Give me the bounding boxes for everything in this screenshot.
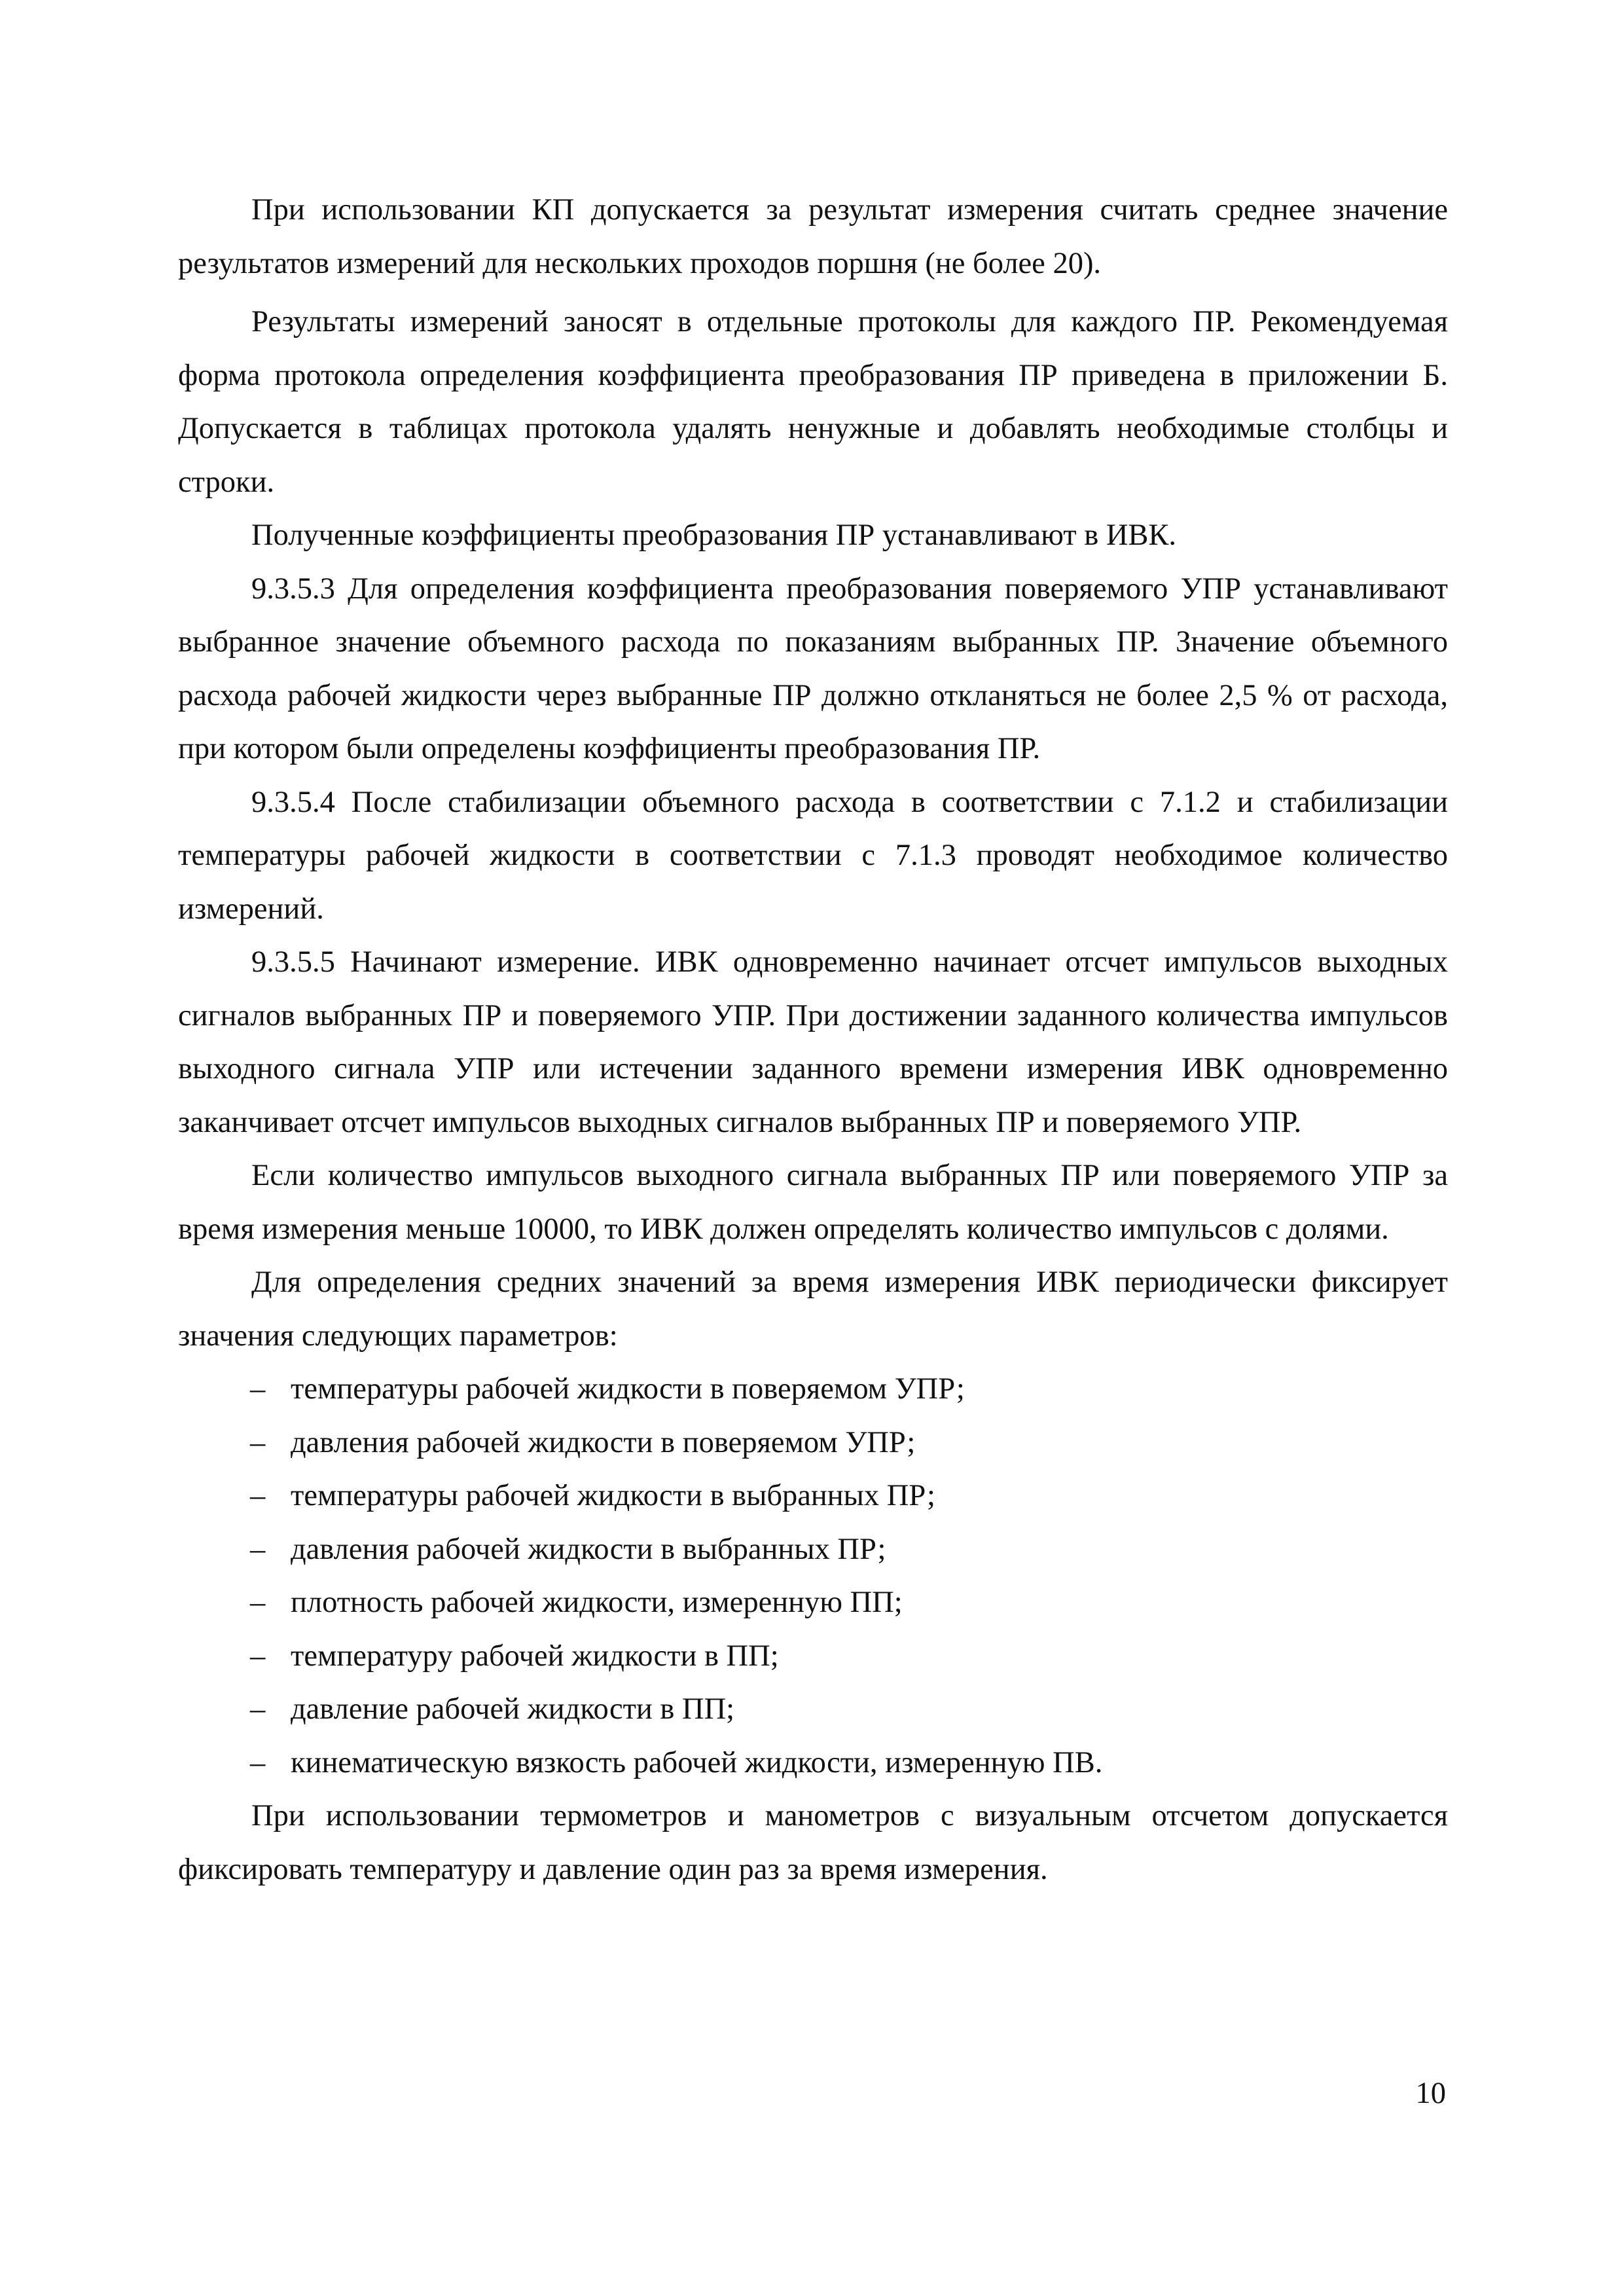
- list-dash: –: [250, 1532, 266, 1566]
- list-item: – температуры рабочей жидкости в выбранных ПР;: [178, 1469, 1448, 1523]
- list-dash: –: [250, 1479, 266, 1512]
- list-dash: –: [250, 1425, 266, 1459]
- list-dash: –: [250, 1372, 266, 1406]
- paragraph-visual-reading: При использовании термометров и манометров с визуальным отсчетом допускается фиксировать температуру и давление один раз за время измерения.: [178, 1799, 1448, 1886]
- list-item: – плотность рабочей жидкости, измеренную ПП;: [178, 1576, 1448, 1630]
- page-number: 10: [1415, 2077, 1446, 2110]
- list-dash: –: [250, 1745, 266, 1779]
- list-dash: –: [250, 1586, 266, 1619]
- list-item: – кинематическую вязкость рабочей жидкости, измеренную ПВ.: [178, 1736, 1448, 1790]
- paragraph-protocols: Результаты измерений заносят в отдельные протоколы для каждого ПР. Рекомендуемая форма протокола определения коэффициента преобразования ПР приведена в приложении Б. Допускается в таблицах протокола удалять ненужные и добавлять необходимые столбцы и строки.: [178, 305, 1448, 499]
- list-dash: –: [250, 1639, 266, 1673]
- list-item: – температуру рабочей жидкости в ПП;: [178, 1630, 1448, 1683]
- paragraph-9-3-5-5: 9.3.5.5 Начинают измерение. ИВК одновременно начинает отсчет импульсов выходных сигналов выбранных ПР и поверяемого УПР. При достижении заданного количества импульсов выходного сигнала УПР или истечении заданного времени измерения ИВК одновременно заканчивает отсчет импульсов выходных сигналов выбранных ПР и поверяемого УПР.: [178, 945, 1448, 1139]
- document-body: [178, 183, 1448, 1896]
- paragraph-coefficients-ivk: Полученные коэффициенты преобразования ПР устанавливают в ИВК.: [251, 519, 1177, 552]
- list-item: – давление рабочей жидкости в ПП;: [178, 1683, 1448, 1736]
- list-item: – давления рабочей жидкости в поверяемом УПР;: [178, 1416, 1448, 1470]
- list-item: – температуры рабочей жидкости в поверяемом УПР;: [178, 1362, 1448, 1416]
- paragraph-9-3-5-3: 9.3.5.3 Для определения коэффициента преобразования поверяемого УПР устанавливают выбранное значение объемного расхода по показаниям выбранных ПР. Значение объемного расхода рабочей жидкости через выбранные ПР должно откланяться не более 2,5 % от расхода, при котором были определены коэффициенты преобразования ПР.: [178, 572, 1448, 765]
- list-dash: –: [250, 1692, 266, 1726]
- list-item: – давления рабочей жидкости в выбранных ПР;: [178, 1523, 1448, 1576]
- paragraph-pulse-count: Если количество импульсов выходного сигнала выбранных ПР или поверяемого УПР за время измерения меньше 10000, то ИВК должен определять количество импульсов с долями.: [178, 1159, 1448, 1246]
- parameters-list: [178, 1362, 1448, 1789]
- paragraph-kp-measurement: При использовании КП допускается за результат измерения считать среднее значение результатов измерений для нескольких проходов поршня (не более 20).: [178, 193, 1448, 280]
- paragraph-parameters-intro: Для определения средних значений за время измерения ИВК периодически фиксирует значения следующих параметров:: [178, 1266, 1448, 1353]
- paragraph-9-3-5-4: 9.3.5.4 После стабилизации объемного расхода в соответствии с 7.1.2 и стабилизации температуры рабочей жидкости в соответствии с 7.1.3 проводят необходимое количество измерений.: [178, 785, 1448, 926]
